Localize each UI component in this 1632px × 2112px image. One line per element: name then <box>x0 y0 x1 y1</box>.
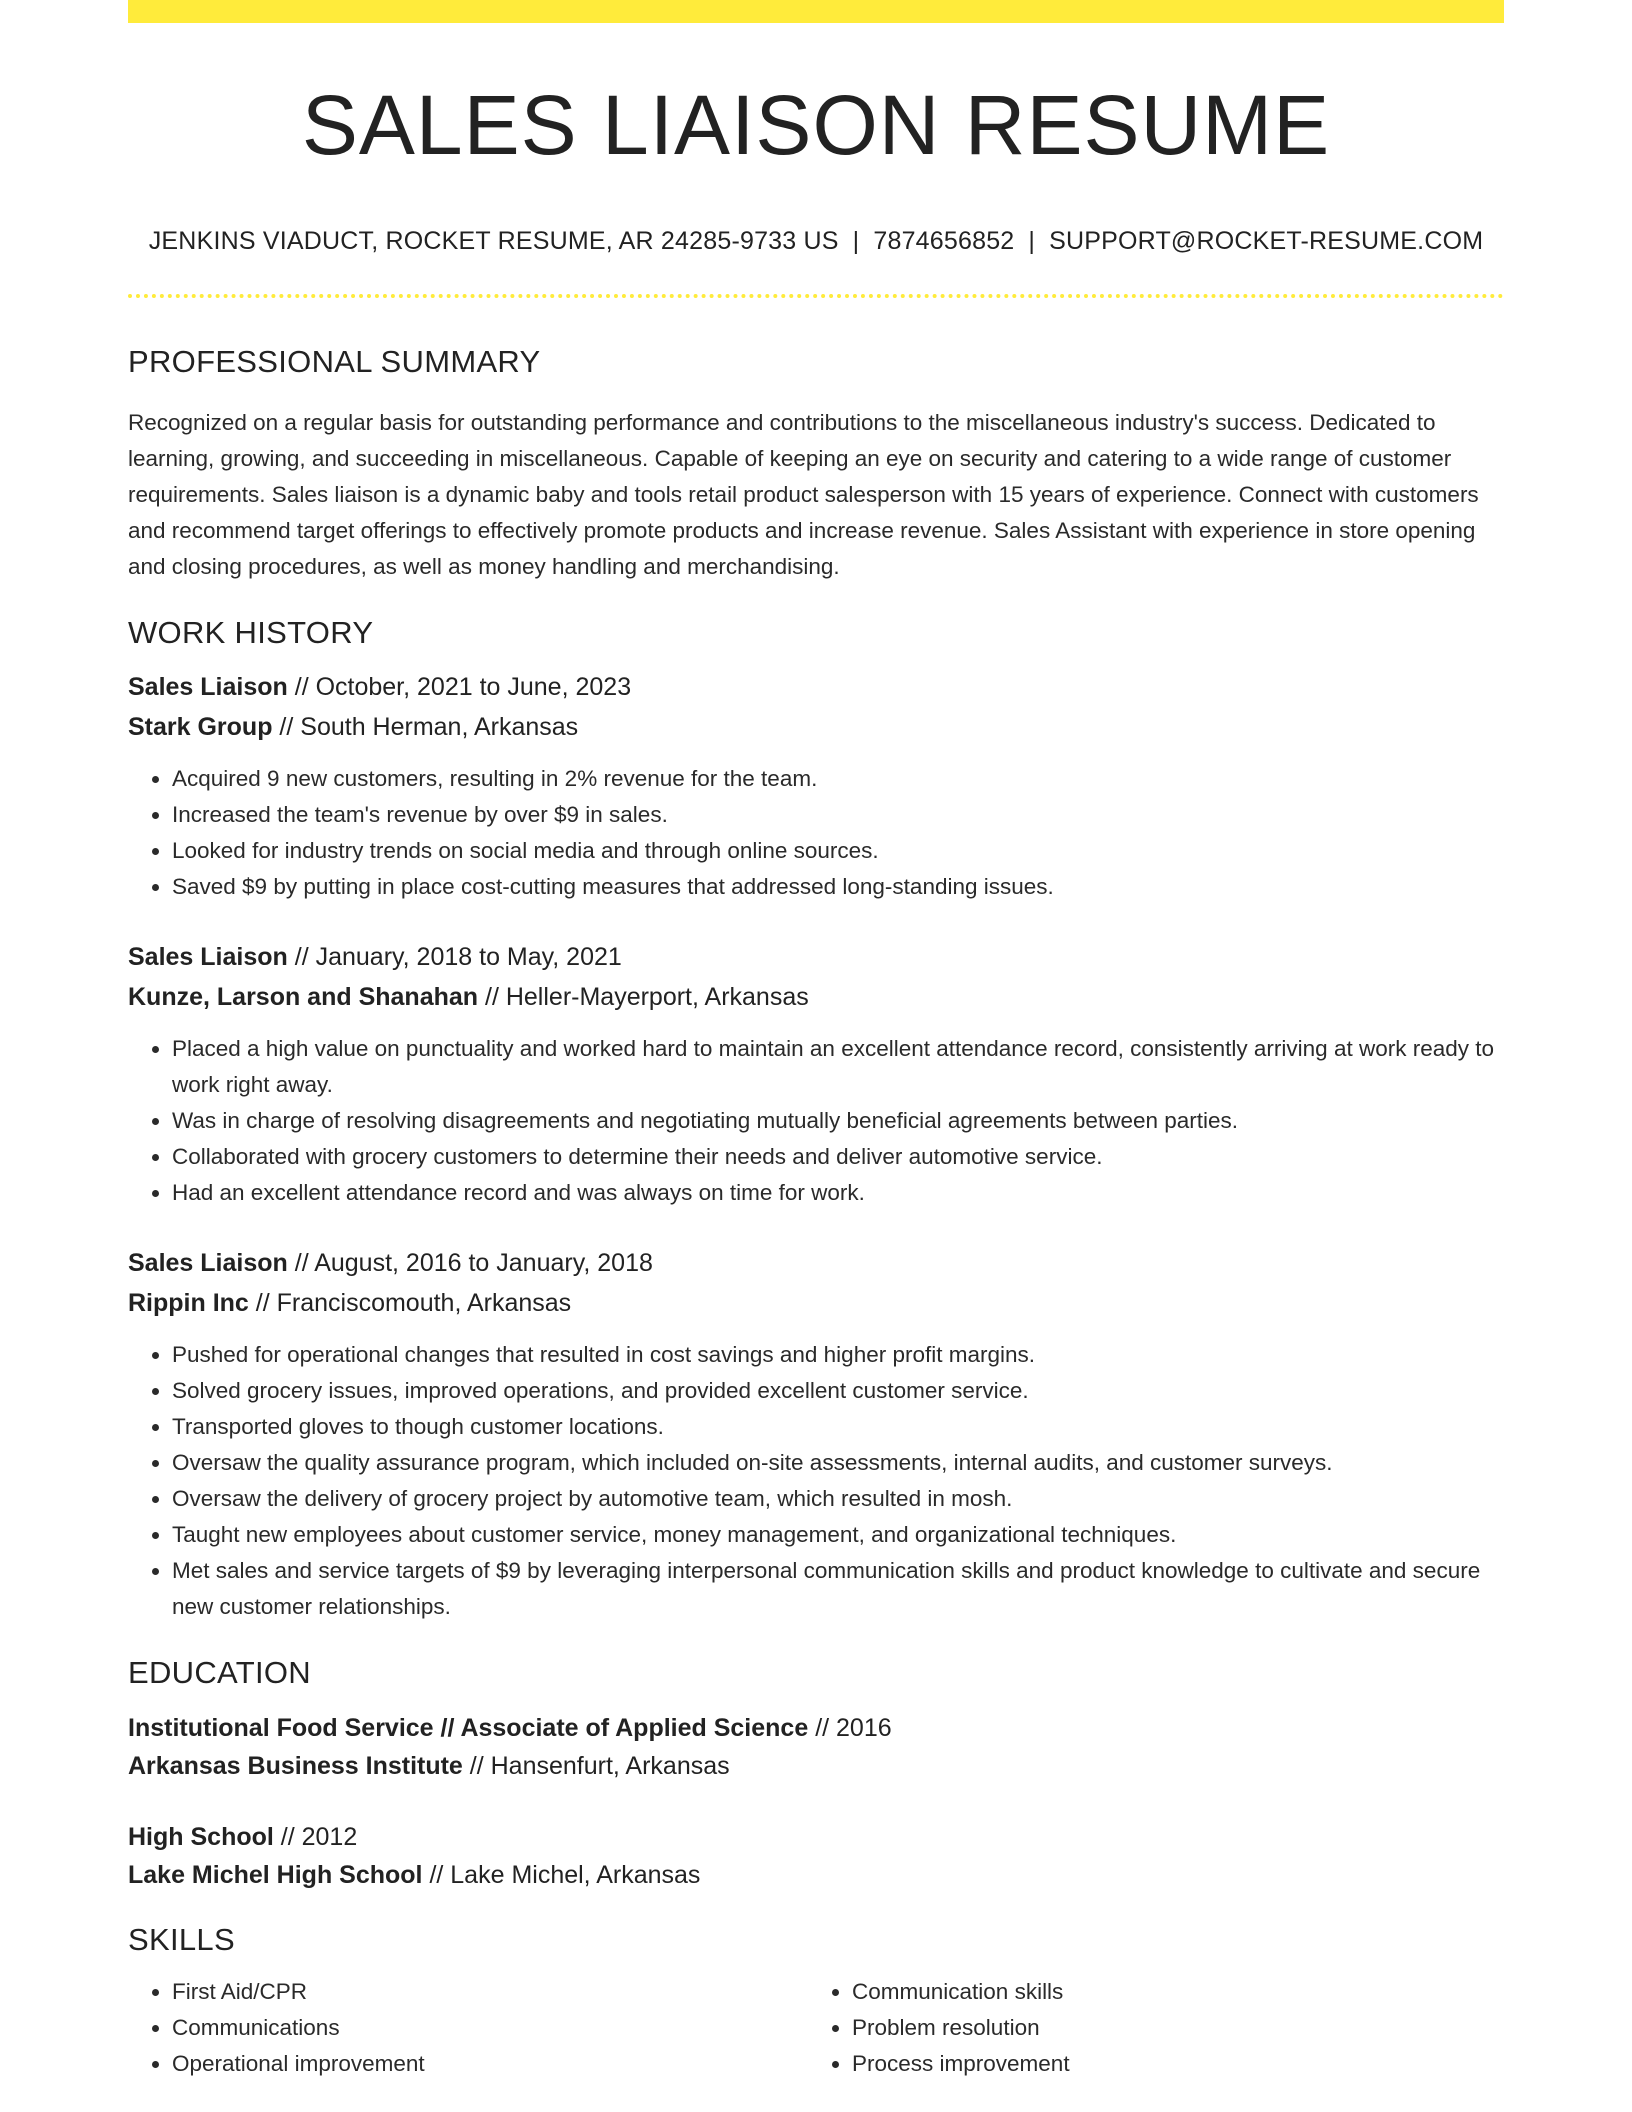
skill-item: • Communications <box>172 2010 808 2046</box>
education-entry <box>128 1818 1504 1894</box>
education-degree-line <box>128 1709 1504 1747</box>
education-degree: High School <box>128 1823 274 1851</box>
job-bullet: • Acquired 9 new customers, resulting in 2% revenue for the team. <box>172 761 1504 797</box>
top-accent-bar <box>128 0 1504 23</box>
education-degree: Institutional Food Service // Associate of Applied Science <box>128 1714 809 1742</box>
skills-grid <box>128 1974 1504 2082</box>
summary-text: Recognized on a regular basis for outstanding performance and contributions to the miscellaneous industry's success. Dedicated to learning, growing, and succeeding in miscellaneous. Capable of keeping an eye on security and catering to a wide range of customer requirements. Sales liaison is a dynamic baby and tools retail product salesperson with 15 years of experience. Connect with customers and recommend target offerings to effectively promote products and increase revenue. Sales Assistant with experience in store opening and closing procedures, as well as money handling and merchandising. <box>128 410 1479 579</box>
skills-column-right <box>808 1974 1488 2082</box>
job-title-line <box>128 667 1504 707</box>
skills-column-left <box>128 1974 808 2082</box>
job-entry <box>128 667 1504 905</box>
job-location: // Heller-Mayerport, Arkansas <box>478 983 809 1011</box>
job-bullet: • Had an excellent attendance record and was always on time for work. <box>172 1175 1504 1211</box>
education-school-line <box>128 1856 1504 1894</box>
resume-title: SALES LIAISON RESUME <box>301 78 1331 172</box>
job-bullets <box>128 1031 1504 1211</box>
summary-heading: PROFESSIONAL SUMMARY <box>128 344 541 379</box>
resume-page <box>128 0 1504 2082</box>
job-title-line <box>128 1243 1504 1283</box>
job-location: // South Herman, Arkansas <box>272 713 579 741</box>
education-location: // Hansenfurt, Arkansas <box>462 1752 730 1780</box>
job-company: Stark Group <box>128 713 273 741</box>
job-bullet: • Collaborated with grocery customers to determine their needs and deliver automotive service. <box>172 1139 1504 1175</box>
contact-line <box>128 227 1504 256</box>
skill-item: • Problem resolution <box>852 2010 1488 2046</box>
job-company-line <box>128 977 1504 1017</box>
job-title: Sales Liaison <box>128 943 288 971</box>
job-bullet: • Oversaw the delivery of grocery project by automotive team, which resulted in mosh. <box>172 1481 1504 1517</box>
job-bullet: • Looked for industry trends on social media and through online sources. <box>172 833 1504 869</box>
job-entry <box>128 937 1504 1211</box>
contact-address: JENKINS VIADUCT, ROCKET RESUME, AR 24285-9733 US <box>148 227 839 255</box>
contact-phone: 7874656852 <box>873 227 1015 255</box>
job-title: Sales Liaison <box>128 673 288 701</box>
job-bullet: • Pushed for operational changes that resulted in cost savings and higher profit margins. <box>172 1337 1504 1373</box>
education-heading: EDUCATION <box>128 1655 311 1690</box>
job-bullet: • Taught new employees about customer service, money management, and organizational techniques. <box>172 1517 1504 1553</box>
job-entry <box>128 1243 1504 1625</box>
job-bullet: • Oversaw the quality assurance program, which included on-site assessments, internal audits, and customer surveys. <box>172 1445 1504 1481</box>
contact-email: SUPPORT@ROCKET-RESUME.COM <box>1049 227 1484 255</box>
contact-separator: | <box>852 227 860 255</box>
job-bullets <box>128 1337 1504 1625</box>
education-location: // Lake Michel, Arkansas <box>422 1861 701 1889</box>
education-year: // 2016 <box>808 1714 892 1742</box>
skill-item: • Operational improvement <box>172 2046 808 2082</box>
education-entry <box>128 1709 1504 1785</box>
work-history-heading: WORK HISTORY <box>128 615 374 650</box>
job-title-line <box>128 937 1504 977</box>
job-dates: // October, 2021 to June, 2023 <box>287 673 632 701</box>
job-dates: // August, 2016 to January, 2018 <box>287 1249 653 1277</box>
skill-item: • Process improvement <box>852 2046 1488 2082</box>
job-dates: // January, 2018 to May, 2021 <box>287 943 622 971</box>
skills-heading: SKILLS <box>128 1922 235 1957</box>
skill-item: • First Aid/CPR <box>172 1974 808 2010</box>
job-company: Rippin Inc <box>128 1289 249 1317</box>
education-year: // 2012 <box>273 1823 358 1851</box>
job-location: // Franciscomouth, Arkansas <box>248 1289 572 1317</box>
skill-item: • Communication skills <box>852 1974 1488 2010</box>
job-bullet: • Saved $9 by putting in place cost-cutting measures that addressed long-standing issues. <box>172 869 1504 905</box>
education-degree-line <box>128 1818 1504 1856</box>
job-bullet: • Increased the team's revenue by over $9 in sales. <box>172 797 1504 833</box>
education-school: Lake Michel High School <box>128 1861 423 1889</box>
job-bullets <box>128 761 1504 905</box>
job-bullet: • Transported gloves to though customer locations. <box>172 1409 1504 1445</box>
education-school-line <box>128 1747 1504 1785</box>
job-company: Kunze, Larson and Shanahan <box>128 983 479 1011</box>
contact-separator: | <box>1028 227 1036 255</box>
job-title: Sales Liaison <box>128 1249 288 1277</box>
job-bullet: • Placed a high value on punctuality and worked hard to maintain an excellent attendance record, consistently arriving at work ready to work right away. <box>172 1031 1504 1103</box>
job-company-line <box>128 1283 1504 1323</box>
job-bullet: • Was in charge of resolving disagreements and negotiating mutually beneficial agreements between parties. <box>172 1103 1504 1139</box>
job-bullet: • Solved grocery issues, improved operations, and provided excellent customer service. <box>172 1373 1504 1409</box>
dotted-divider <box>128 294 1504 298</box>
job-company-line <box>128 707 1504 747</box>
job-bullet: • Met sales and service targets of $9 by leveraging interpersonal communication skills and product knowledge to cultivate and secure new customer relationships. <box>172 1553 1504 1625</box>
education-school: Arkansas Business Institute <box>128 1752 463 1780</box>
